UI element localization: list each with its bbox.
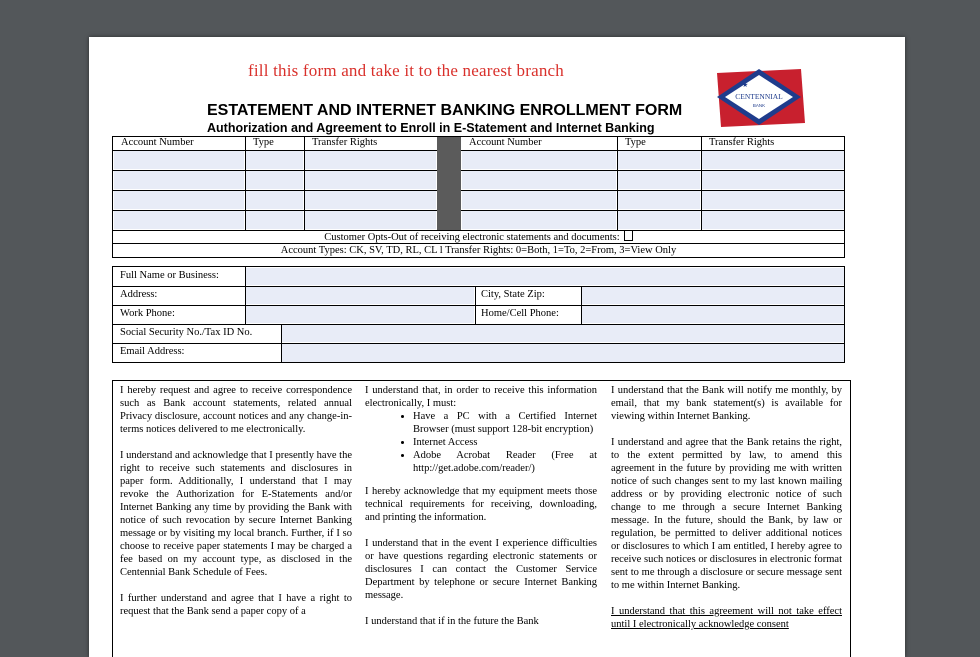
- terms-paragraph: I further understand and agree that I have a right to request that the Bank send a paper copy of a: [120, 593, 352, 617]
- account-number-field[interactable]: [462, 151, 616, 169]
- transfer-rights-field[interactable]: [305, 191, 436, 209]
- terms-paragraph: I understand and agree that the Bank retains the right, to the extent permitted by law, to amend this agreement in the future by providing me with written notice of such changes sent to my last known mailing address or by providing electronic notice of such change to me through a secure Internet Banking message. In the future, should the Bank, by law or regulation, be permitted to deliver additional notices or disclosures to which I am entitled, I hereby agree to receive such notices or disclosures in electronic format sent to me through a disclosure or secure message sent to me within Internet Banking.: [611, 437, 842, 591]
- terms-paragraph: I hereby acknowledge that my equipment meets those technical requirements for receiving, downloading, and printing the information.: [365, 486, 597, 523]
- header-type-2: Type: [625, 137, 646, 148]
- transfer-rights-field[interactable]: [702, 171, 844, 189]
- city-state-zip-label: City, State Zip:: [481, 289, 545, 300]
- account-number-field[interactable]: [462, 191, 616, 209]
- column-divider: [437, 137, 461, 230]
- ssn-label: Social Security No./Tax ID No.: [120, 327, 253, 338]
- list-item: • Have a PC with a Certified Internet Browser (must support 128-bit encryption): [413, 410, 597, 436]
- transfer-rights-field[interactable]: [702, 191, 844, 209]
- email-label: Email Address:: [120, 346, 185, 357]
- transfer-rights-field[interactable]: [702, 211, 844, 229]
- terms-paragraph: I understand that, in order to receive this information electronically, I must:: [365, 385, 597, 409]
- account-number-field[interactable]: [114, 151, 244, 169]
- opt-out-checkbox[interactable]: [624, 230, 633, 241]
- terms-paragraph: I hereby request and agree to receive correspondence such as Bank account statements, related annual Privacy disclosure, account notices and any change-in-terms notices delivered to me electronically.: [120, 385, 352, 435]
- type-field[interactable]: [618, 151, 700, 169]
- email-field[interactable]: [282, 344, 844, 362]
- account-number-field[interactable]: [114, 191, 244, 209]
- transfer-rights-field[interactable]: [305, 151, 436, 169]
- list-item: • Internet Access: [413, 436, 597, 449]
- type-field[interactable]: [246, 211, 303, 229]
- terms-section: [112, 380, 851, 657]
- account-number-field[interactable]: [114, 211, 244, 229]
- ssn-field[interactable]: [282, 325, 844, 342]
- terms-paragraph: I understand that the Bank will notify me monthly, by email, that my bank statement(s) is available for viewing within Internet Banking.: [611, 385, 842, 422]
- full-name-field[interactable]: [246, 268, 844, 285]
- terms-paragraph: I understand that if in the future the Bank: [365, 616, 539, 627]
- account-number-field[interactable]: [114, 171, 244, 189]
- account-number-field[interactable]: [462, 211, 616, 229]
- full-name-label: Full Name or Business:: [120, 270, 219, 281]
- terms-column-3: [611, 384, 842, 644]
- terms-paragraph: I understand that in the event I experience difficulties or have questions regarding electronic statements or disclosures I can contact the Customer Service Department by telephone or secure Internet Banking message.: [365, 538, 597, 601]
- header-account-number-1: Account Number: [121, 137, 194, 148]
- terms-column-2: [365, 384, 597, 641]
- type-field[interactable]: [246, 191, 303, 209]
- terms-paragraph: I understand and acknowledge that I presently have the right to receive such statements and disclosures in paper form. Additionally, I understand that I may revoke the Authorization for E-Statements and/or Internet Banking any time by providing the Bank with notice of such revocation by secure Internet Banking message or by visiting my local branch. Further, if I so choose to receive paper statements I may be charged a fee based on my account type, as disclosed in the Centennial Bank Schedule of Fees.: [120, 450, 352, 578]
- work-phone-label: Work Phone:: [120, 308, 175, 319]
- address-label: Address:: [120, 289, 158, 300]
- home-cell-phone-field[interactable]: [582, 306, 844, 323]
- transfer-rights-field[interactable]: [702, 151, 844, 169]
- document-page: [89, 37, 905, 657]
- account-table: [112, 136, 845, 258]
- opt-out-row: [113, 230, 844, 244]
- svg-text:CENTENNIAL: CENTENNIAL: [735, 92, 783, 101]
- work-phone-field[interactable]: [246, 306, 474, 323]
- header-account-number-2: Account Number: [469, 137, 542, 148]
- header-type-1: Type: [253, 137, 274, 148]
- type-field[interactable]: [618, 171, 700, 189]
- header-transfer-rights-2: Transfer Rights: [709, 137, 775, 148]
- transfer-rights-field[interactable]: [305, 171, 436, 189]
- type-field[interactable]: [246, 151, 303, 169]
- form-subtitle: Authorization and Agreement to Enroll in E-Statement and Internet Banking: [207, 121, 655, 135]
- list-item: • Adobe Acrobat Reader (Free at http://get.adobe.com/reader/): [413, 449, 597, 475]
- type-field[interactable]: [618, 211, 700, 229]
- account-number-field[interactable]: [462, 171, 616, 189]
- terms-paragraph: I understand that this agreement will not take effect until I electronically acknowledge consent: [611, 606, 842, 630]
- form-title: ESTATEMENT AND INTERNET BANKING ENROLLMENT FORM: [207, 102, 683, 119]
- centennial-bank-logo: [709, 65, 809, 130]
- svg-text:★: ★: [742, 81, 749, 89]
- city-state-zip-field[interactable]: [582, 287, 844, 304]
- terms-column-1: [120, 384, 352, 631]
- type-field[interactable]: [246, 171, 303, 189]
- transfer-rights-field[interactable]: [305, 211, 436, 229]
- address-field[interactable]: [246, 287, 474, 304]
- opt-out-label: Customer Opts-Out of receiving electronic statements and documents:: [324, 232, 620, 243]
- svg-text:BANK: BANK: [752, 103, 766, 108]
- type-field[interactable]: [618, 191, 700, 209]
- instruction-note: fill this form and take it to the nearest branch: [248, 61, 564, 80]
- account-types-legend: Account Types: CK, SV, TD, RL, CL l Transfer Rights: 0=Both, 1=To, 2=From, 3=View Only: [280, 245, 677, 256]
- home-cell-phone-label: Home/Cell Phone:: [481, 308, 559, 319]
- requirements-list: [365, 410, 597, 475]
- header-transfer-rights-1: Transfer Rights: [312, 137, 378, 148]
- customer-info-table: [112, 266, 845, 363]
